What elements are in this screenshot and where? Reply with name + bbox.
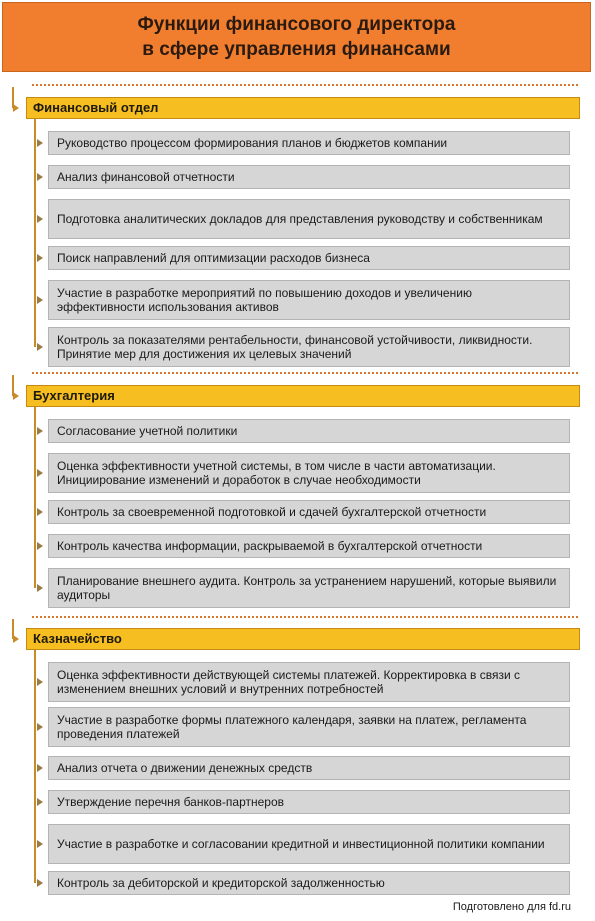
section-separator: [32, 372, 578, 374]
item-arrow-icon: [37, 840, 43, 848]
connector-line: [34, 650, 36, 883]
function-item: [48, 707, 570, 747]
function-item-text: Планирование внешнего аудита. Контроль за устранением нарушений, которые выявили аудиторы: [57, 574, 557, 602]
function-item: [48, 419, 570, 443]
function-item-text: Контроль за своевременной подготовкой и сдачей бухгалтерской отчетности: [57, 505, 487, 519]
function-item-text: Контроль качества информации, раскрываемой в бухгалтерской отчетности: [57, 539, 483, 553]
function-item-text: Утверждение перечня банков-партнеров: [57, 795, 285, 809]
function-item: [48, 453, 570, 493]
function-item-text: Руководство процессом формирования планов и бюджетов компании: [57, 136, 448, 150]
item-arrow-icon: [37, 139, 43, 147]
function-item: [48, 165, 570, 189]
function-item-text: Анализ финансовой отчетности: [57, 170, 235, 184]
function-item: [48, 280, 570, 320]
section-arrow-icon: [13, 104, 19, 112]
function-item: [48, 500, 570, 524]
item-arrow-icon: [37, 254, 43, 262]
item-arrow-icon: [37, 296, 43, 304]
function-item-text: Контроль за показателями рентабельности, финансовой устойчивости, ликвидности. Принятие мер для достижения их целевых значений: [57, 333, 533, 361]
section-arrow-icon: [13, 635, 19, 643]
function-item-text: Участие в разработке мероприятий по повышению доходов и увеличению эффективности использования активов: [57, 286, 472, 314]
page-title: [2, 2, 591, 72]
function-item-text: Участие в разработке формы платежного календаря, заявки на платеж, регламента проведения платежей: [57, 713, 527, 741]
item-arrow-icon: [37, 343, 43, 351]
function-item: [48, 131, 570, 155]
function-item-text: Поиск направлений для оптимизации расходов бизнеса: [57, 251, 370, 265]
section-separator: [32, 84, 578, 86]
item-arrow-icon: [37, 173, 43, 181]
function-item: [48, 790, 570, 814]
function-item-text: Контроль за дебиторской и кредиторской задолженностью: [57, 876, 385, 890]
item-arrow-icon: [37, 427, 43, 435]
function-item: [48, 199, 570, 239]
item-arrow-icon: [37, 764, 43, 772]
section-header: [26, 385, 580, 407]
item-arrow-icon: [37, 508, 43, 516]
section-header-label: Финансовый отдел: [33, 100, 159, 115]
function-item-text: Оценка эффективности учетной системы, в том числе в части автоматизации. Инициирование изменений и доработок в случае необходимости: [57, 459, 496, 487]
function-item-text: Участие в разработке и согласовании кредитной и инвестиционной политики компании: [57, 837, 545, 851]
item-arrow-icon: [37, 215, 43, 223]
function-item-text: Согласование учетной политики: [57, 424, 238, 438]
item-arrow-icon: [37, 723, 43, 731]
function-item: [48, 327, 570, 367]
item-arrow-icon: [37, 584, 43, 592]
connector-line: [34, 407, 36, 588]
function-item: [48, 756, 570, 780]
connector-line: [34, 119, 36, 347]
title-line-2: в сфере управления финансами: [142, 39, 451, 60]
function-item: [48, 568, 570, 608]
function-item: [48, 871, 570, 895]
title-line-1: Функции финансового директора: [137, 14, 456, 35]
function-item: [48, 534, 570, 558]
function-item: [48, 246, 570, 270]
function-item: [48, 662, 570, 702]
section-header: [26, 97, 580, 119]
function-item-text: Оценка эффективности действующей системы платежей. Корректировка в связи с изменением внешних условий и внутренних потребностей: [57, 668, 520, 696]
section-header-label: Казначейство: [33, 631, 122, 646]
footer-credit: Подготовлено для fd.ru: [452, 901, 571, 913]
section-separator: [32, 616, 578, 618]
section-arrow-icon: [13, 392, 19, 400]
item-arrow-icon: [37, 879, 43, 887]
item-arrow-icon: [37, 798, 43, 806]
function-item-text: Анализ отчета о движении денежных средств: [57, 761, 313, 775]
item-arrow-icon: [37, 542, 43, 550]
function-item: [48, 824, 570, 864]
section-header: [26, 628, 580, 650]
item-arrow-icon: [37, 678, 43, 686]
function-item-text: Подготовка аналитических докладов для представления руководству и собственникам: [57, 212, 543, 226]
item-arrow-icon: [37, 469, 43, 477]
section-header-label: Бухгалтерия: [33, 388, 115, 403]
